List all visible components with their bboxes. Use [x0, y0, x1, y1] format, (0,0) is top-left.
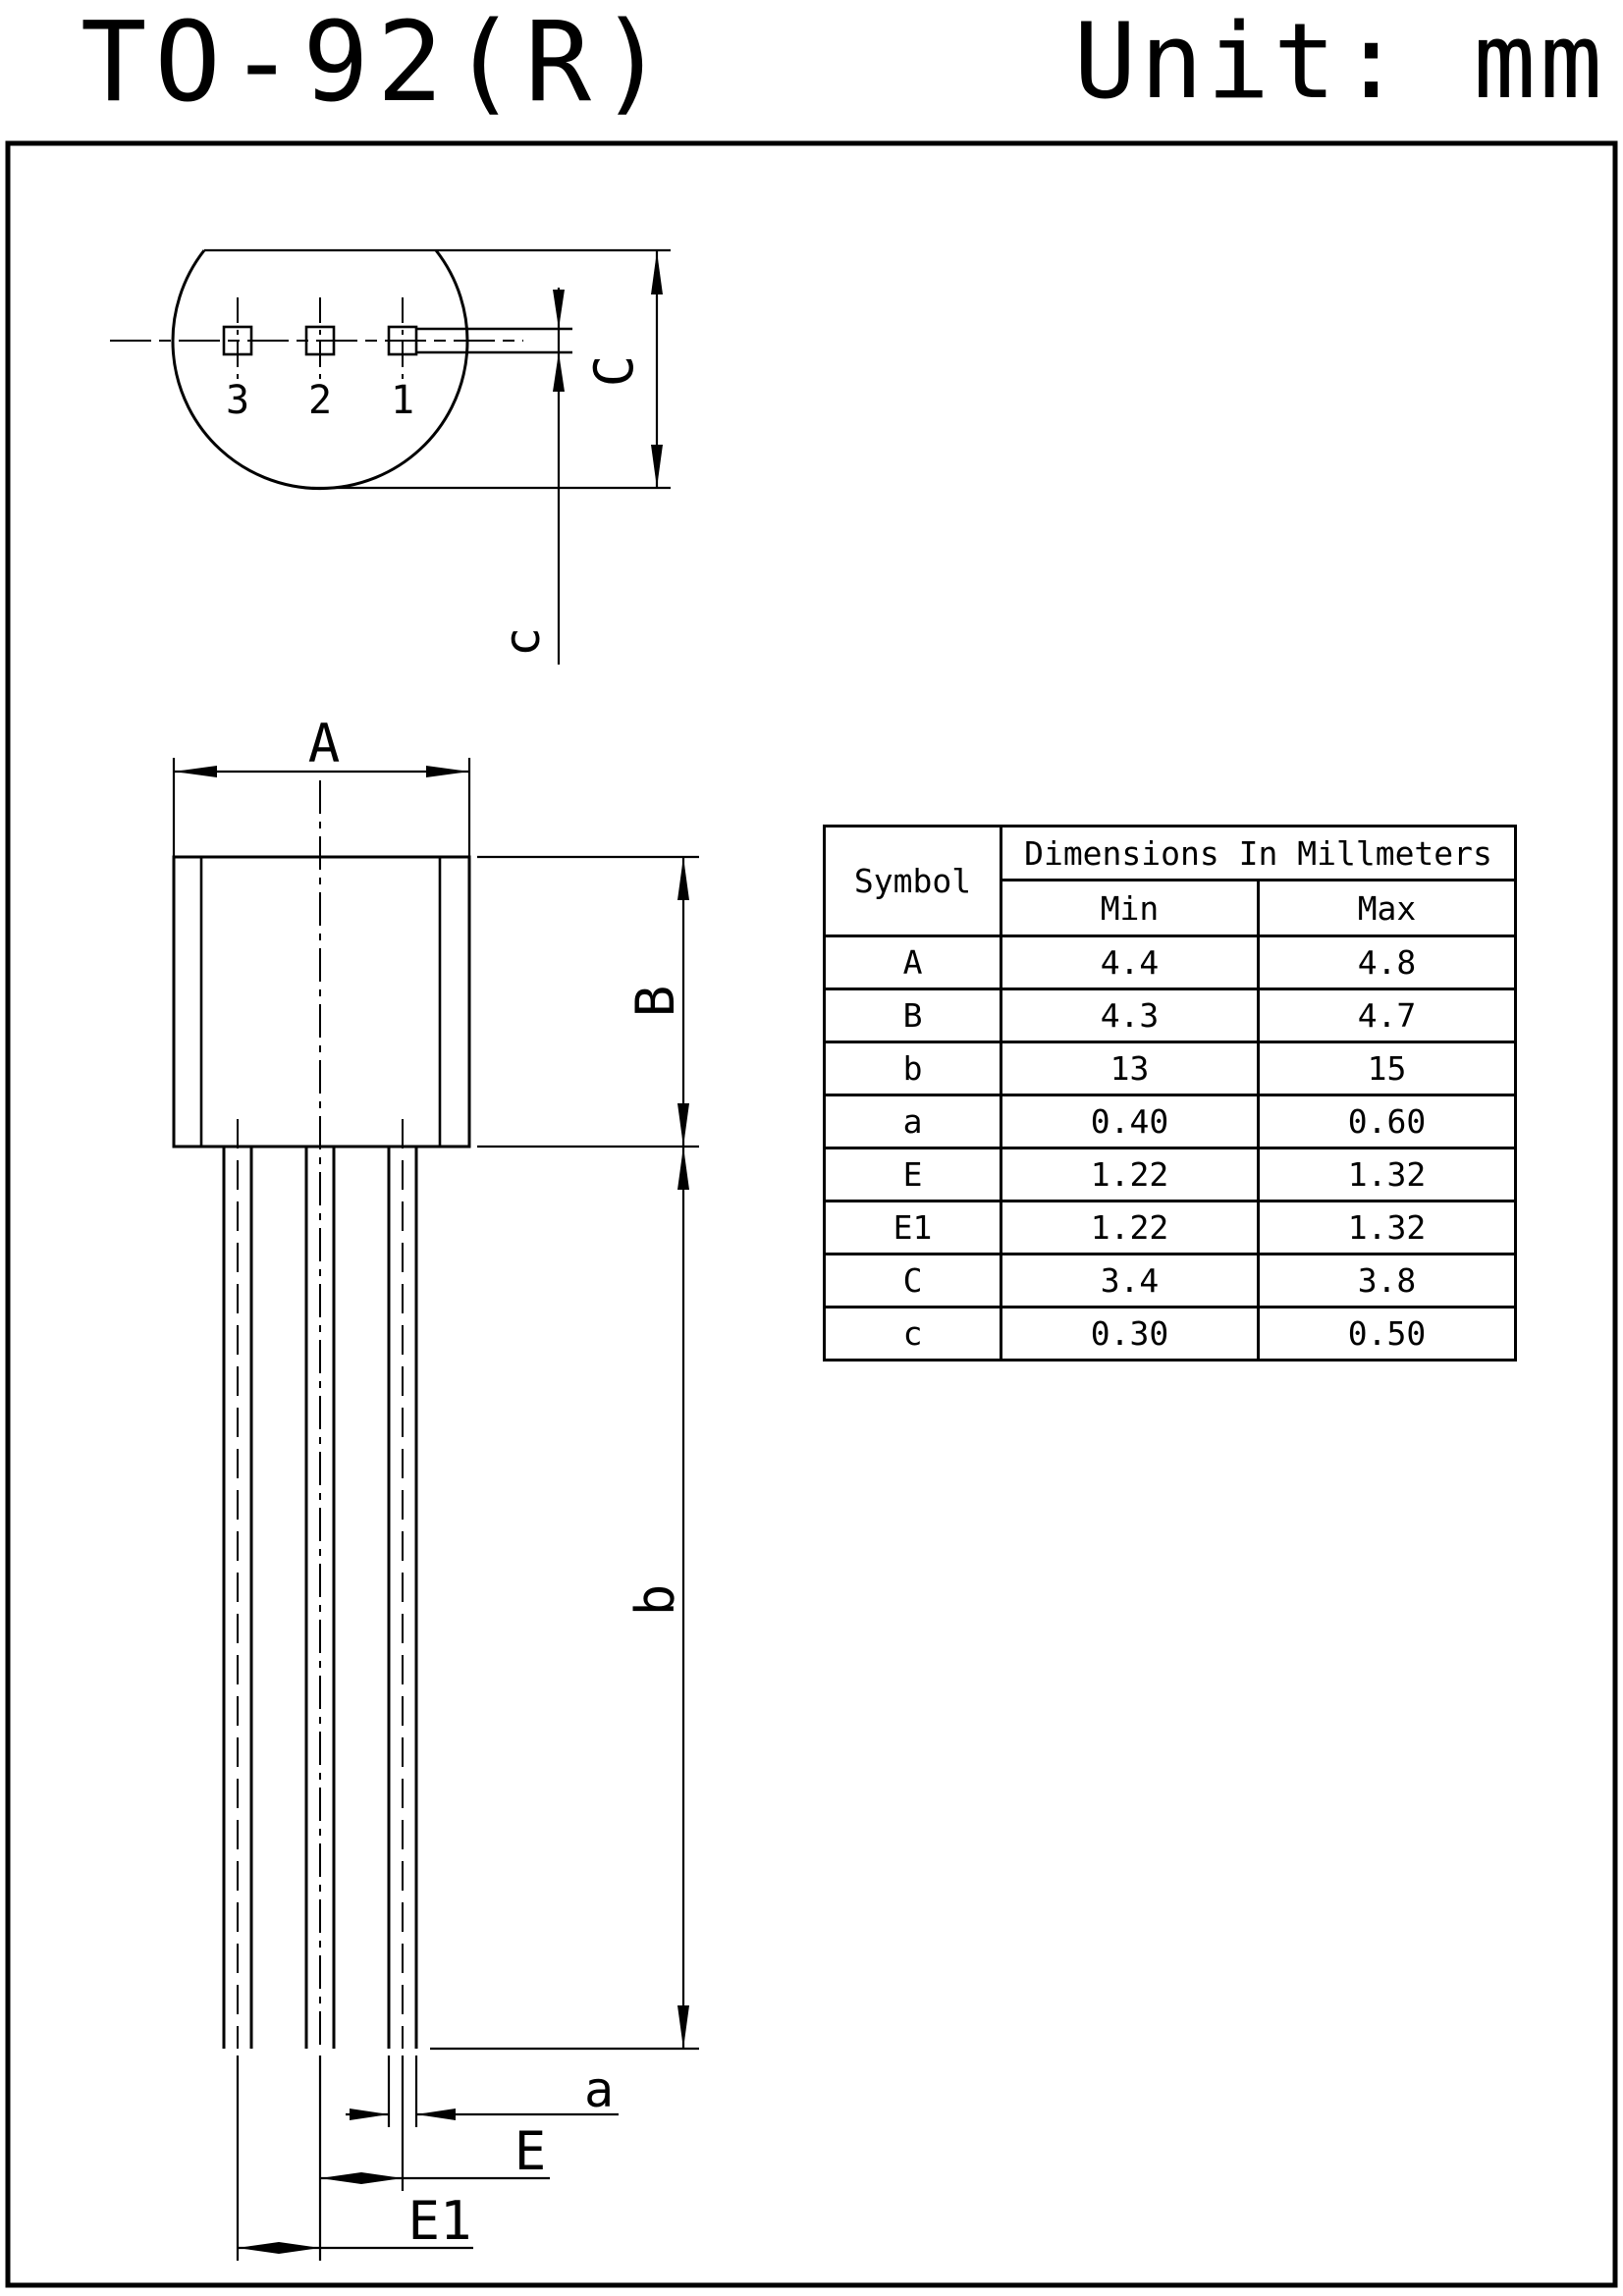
- cell-max: 4.8: [1259, 936, 1516, 989]
- cell-min: 4.3: [1001, 989, 1259, 1042]
- pin1-label: 1: [390, 378, 415, 423]
- dim-C-arrow-top: [651, 251, 663, 294]
- dim-E1-arrow-left: [238, 2242, 279, 2254]
- dim-label-c: c: [494, 626, 551, 658]
- cell-max: 0.50: [1259, 1308, 1516, 1361]
- cell-symbol: a: [825, 1095, 1001, 1148]
- table-row: [825, 1042, 1516, 1095]
- dim-a-arrow-left: [416, 2109, 456, 2120]
- dim-a: [346, 2109, 619, 2120]
- cell-min: 0.40: [1001, 1095, 1259, 1148]
- dim-b-arrow-top: [677, 1147, 689, 1190]
- dim-label-b: b: [624, 1583, 686, 1617]
- cell-symbol: E1: [825, 1201, 1001, 1255]
- cell-max: 1.32: [1259, 1201, 1516, 1255]
- cell-max: 3.8: [1259, 1255, 1516, 1308]
- dim-a-arrow-right: [350, 2109, 389, 2120]
- page-title: TO-92(R): [81, 0, 674, 127]
- dim-E1-arrow-right: [279, 2242, 320, 2254]
- dim-b-arrow-bottom: [677, 2005, 689, 2049]
- dim-B-arrow-top: [677, 857, 689, 900]
- dim-label-C: C: [583, 354, 645, 388]
- cell-min: 0.30: [1001, 1308, 1259, 1361]
- dim-c: [553, 288, 565, 665]
- cell-symbol: b: [825, 1042, 1001, 1095]
- cell-symbol: A: [825, 936, 1001, 989]
- dim-label-E: E: [514, 2120, 547, 2182]
- cell-max: 4.7: [1259, 989, 1516, 1042]
- cell-min: 4.4: [1001, 936, 1259, 989]
- front-view: [174, 780, 469, 2049]
- table-row: [825, 1148, 1516, 1201]
- cell-max: 15: [1259, 1042, 1516, 1095]
- cell-max: 0.60: [1259, 1095, 1516, 1148]
- drawing-labels: [226, 355, 686, 2252]
- table-row: [825, 936, 1516, 989]
- pin2-label: 2: [307, 378, 333, 423]
- table-row: [825, 1095, 1516, 1148]
- unit-label: Unit: mm: [1073, 1, 1606, 122]
- package-outline-top: [173, 250, 467, 489]
- table-header-symbol: Symbol: [825, 827, 1001, 936]
- table-header-dimensions: Dimensions In Millmeters: [1001, 827, 1516, 881]
- cell-symbol: C: [825, 1255, 1001, 1308]
- cell-symbol: B: [825, 989, 1001, 1042]
- dimensions-table: [823, 825, 1517, 1362]
- table-header-min: Min: [1001, 881, 1259, 936]
- cell-max: 1.32: [1259, 1148, 1516, 1201]
- dim-label-a: a: [583, 2061, 615, 2118]
- table-row: [825, 1255, 1516, 1308]
- pin3-label: 3: [225, 378, 250, 423]
- cell-symbol: c: [825, 1308, 1001, 1361]
- cell-min: 3.4: [1001, 1255, 1259, 1308]
- table-row: [825, 1308, 1516, 1361]
- dim-E-arrow-right: [361, 2172, 403, 2184]
- dim-label-B: B: [624, 985, 686, 1018]
- table-row: [825, 989, 1516, 1042]
- dim-A-arrow-left: [174, 766, 217, 777]
- dim-B-arrow-bottom: [677, 1103, 689, 1147]
- dim-C-arrow-bottom: [651, 445, 663, 488]
- cell-min: 13: [1001, 1042, 1259, 1095]
- dim-c-arrow-up: [553, 352, 565, 392]
- table-header-max: Max: [1259, 881, 1516, 936]
- dim-C: [651, 251, 663, 488]
- dim-A-arrow-right: [426, 766, 469, 777]
- cell-symbol: E: [825, 1148, 1001, 1201]
- dim-E-arrow-left: [320, 2172, 361, 2184]
- cell-min: 1.22: [1001, 1148, 1259, 1201]
- dim-c-arrow-down: [553, 290, 565, 329]
- lead-bottom-extensions: [238, 2056, 416, 2261]
- dim-label-A: A: [307, 713, 341, 774]
- dim-label-E1: E1: [407, 2190, 472, 2252]
- package-body: [174, 857, 469, 1147]
- table-row: [825, 1201, 1516, 1255]
- cell-min: 1.22: [1001, 1201, 1259, 1255]
